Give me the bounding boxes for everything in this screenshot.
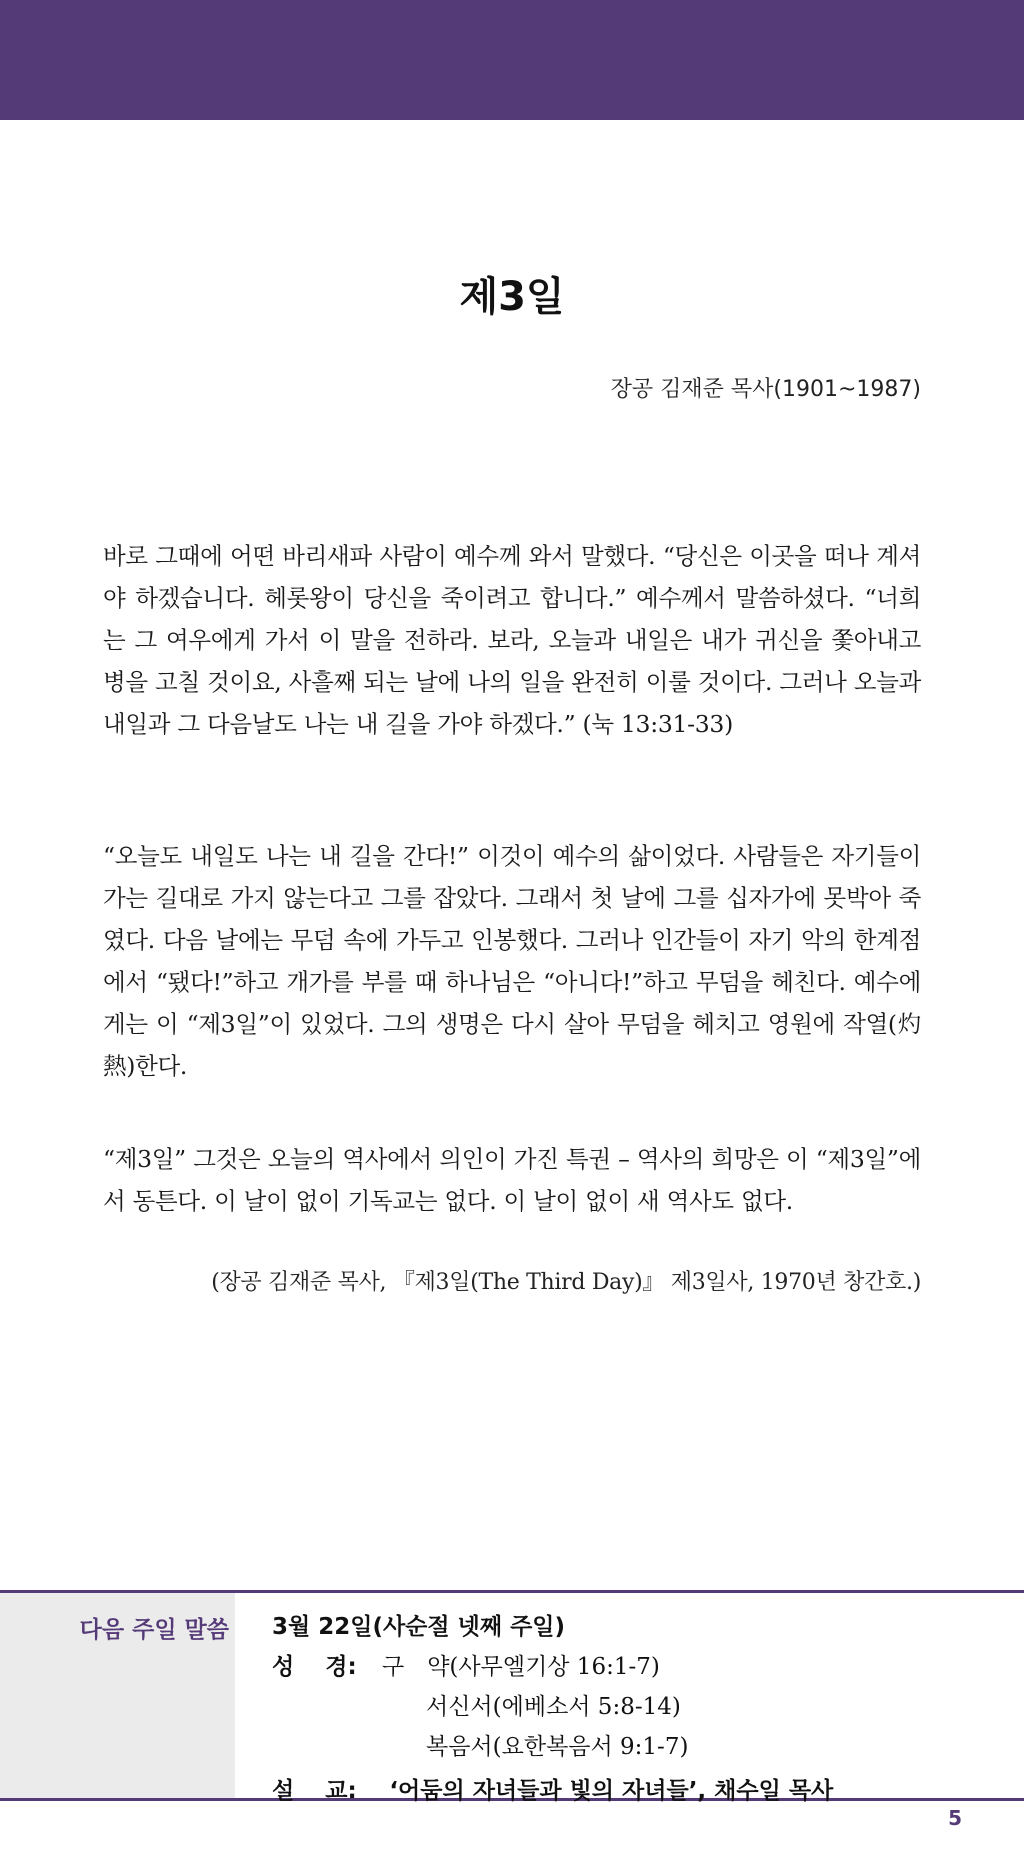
scripture-label: 성 경: — [272, 1654, 357, 1680]
page-title: 제3일 — [459, 274, 565, 320]
scripture-item: 서신서(에베소서 5:8-14) — [426, 1694, 681, 1720]
next-sunday-label-column — [0, 1593, 235, 1798]
next-sunday-content — [272, 1607, 833, 1811]
scripture-block — [272, 1647, 833, 1767]
body-paragraph: “오늘도 내일도 나는 내 길을 간다!” 이것이 예수의 삶이었다. 사람들은 자기들이 가는 길대로 가지 않는다고 그를 잡았다. 그래서 첫 날에 그를 십자가에 못박아 죽였다. 다음 날에는 무덤 속에 가두고 인봉했다. 그러나 인간들이 자기 악의 한계점에서 “됐다!”하고 개가를 부를 때 하나님은 “아니다!”하고 무덤을 헤친다. 예수에게는 이 “제3일”이 있었다. 그의 생명은 다시 살아 무덤을 헤치고 영원에 작열(灼熱)한다. — [103, 842, 921, 1080]
scripture-item: 구 약(사무엘기상 16:1-7) — [382, 1654, 660, 1680]
scripture-list — [382, 1647, 688, 1767]
scripture-item: 복음서(요한복음서 9:1-7) — [426, 1734, 689, 1760]
next-sunday-box — [0, 1590, 1024, 1804]
source-citation: (장공 김재준 목사, 『제3일(The Third Day)』 제3일사, 1970년 창간호.) — [211, 1270, 921, 1295]
body-paragraph: “제3일” 그것은 오늘의 역사에서 의인이 가진 특권 – 역사의 희망은 이 “제3일”에서 동튼다. 이 날이 없이 기독교는 없다. 이 날이 없이 새 역사도 없다. — [103, 1145, 921, 1215]
body-paragraph: 바로 그때에 어떤 바리새파 사람이 예수께 와서 말했다. “당신은 이곳을 떠나 계셔야 하겠습니다. 헤롯왕이 당신을 죽이려고 합니다.” 예수께서 말씀하셨다. “너희는 그 여우에게 가서 이 말을 전하라. 보라, 오늘과 내일은 내가 귀신을 쫓아내고 병을 고칠 것이요, 사흘째 되는 날에 나의 일을 완전히 이룰 것이다. 그러나 오늘과 내일과 그 다음날도 나는 내 길을 가야 하겠다.” (눅 13:31-33) — [103, 542, 921, 738]
page-number: 5 — [948, 1806, 962, 1830]
next-sunday-date: 3월 22일(사순절 넷째 주일) — [272, 1614, 566, 1640]
sermon-label: 설 교: — [272, 1778, 357, 1804]
author-line: 장공 김재준 목사(1901~1987) — [610, 377, 921, 402]
header-band — [0, 0, 1024, 120]
next-sunday-label: 다음 주일 말씀 — [79, 1617, 229, 1643]
sermon-title: ‘어둠의 자녀들과 빛의 자녀들’, 채수일 목사 — [389, 1778, 834, 1804]
sermon-line — [272, 1771, 833, 1811]
